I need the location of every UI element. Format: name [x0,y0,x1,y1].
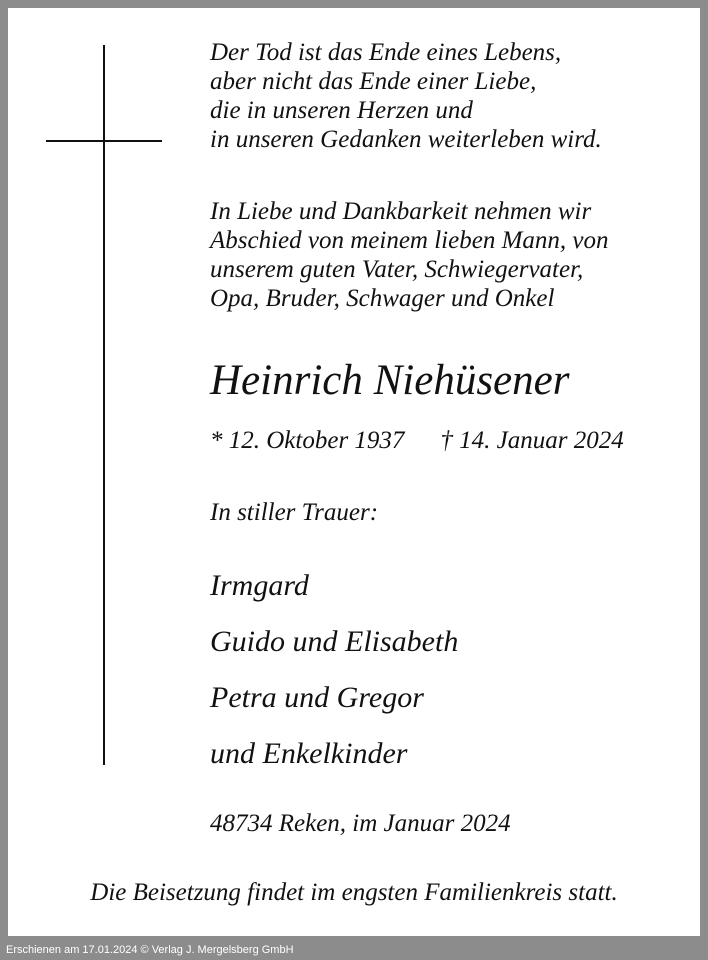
farewell-line: Abschied von meinem lieben Mann, von [210,227,609,254]
mourners-list [210,564,458,788]
mourner-entry: Petra und Gregor [210,681,424,714]
death-date: † 14. Januar 2024 [440,427,624,454]
quote-line: die in unseren Herzen und [210,97,473,124]
mourner-entry: und Enkelkinder [210,737,408,770]
quote-line: in unseren Gedanken weiterleben wird. [210,126,602,153]
mourning-heading: In stiller Trauer: [210,499,379,526]
mourner-entry: Irmgard [210,569,309,602]
farewell-line: unserem guten Vater, Schwiegervater, [210,256,584,283]
farewell-text [210,197,609,313]
cross-icon-vertical-bar [103,45,105,765]
memorial-quote [210,38,602,154]
cross-icon-horizontal-bar [46,140,162,142]
life-dates [210,426,624,456]
farewell-line: Opa, Bruder, Schwager und Onkel [210,285,555,312]
birth-date: * 12. Oktober 1937 [210,427,405,454]
quote-line: Der Tod ist das Ende eines Lebens, [210,39,562,66]
publication-footer: Erschienen am 17.01.2024 © Verlag J. Mergelsberg GmbH [6,944,294,956]
place-and-date: 48734 Reken, im Januar 2024 [210,810,511,837]
quote-line: aber nicht das Ende einer Liebe, [210,68,537,95]
mourner-entry: Guido und Elisabeth [210,625,459,658]
burial-note: Die Beisetzung findet im engsten Familienkreis statt. [90,879,618,906]
obituary-sheet [8,8,700,936]
deceased-name: Heinrich Niehüsener [210,357,570,404]
farewell-line: In Liebe und Dankbarkeit nehmen wir [210,198,592,225]
